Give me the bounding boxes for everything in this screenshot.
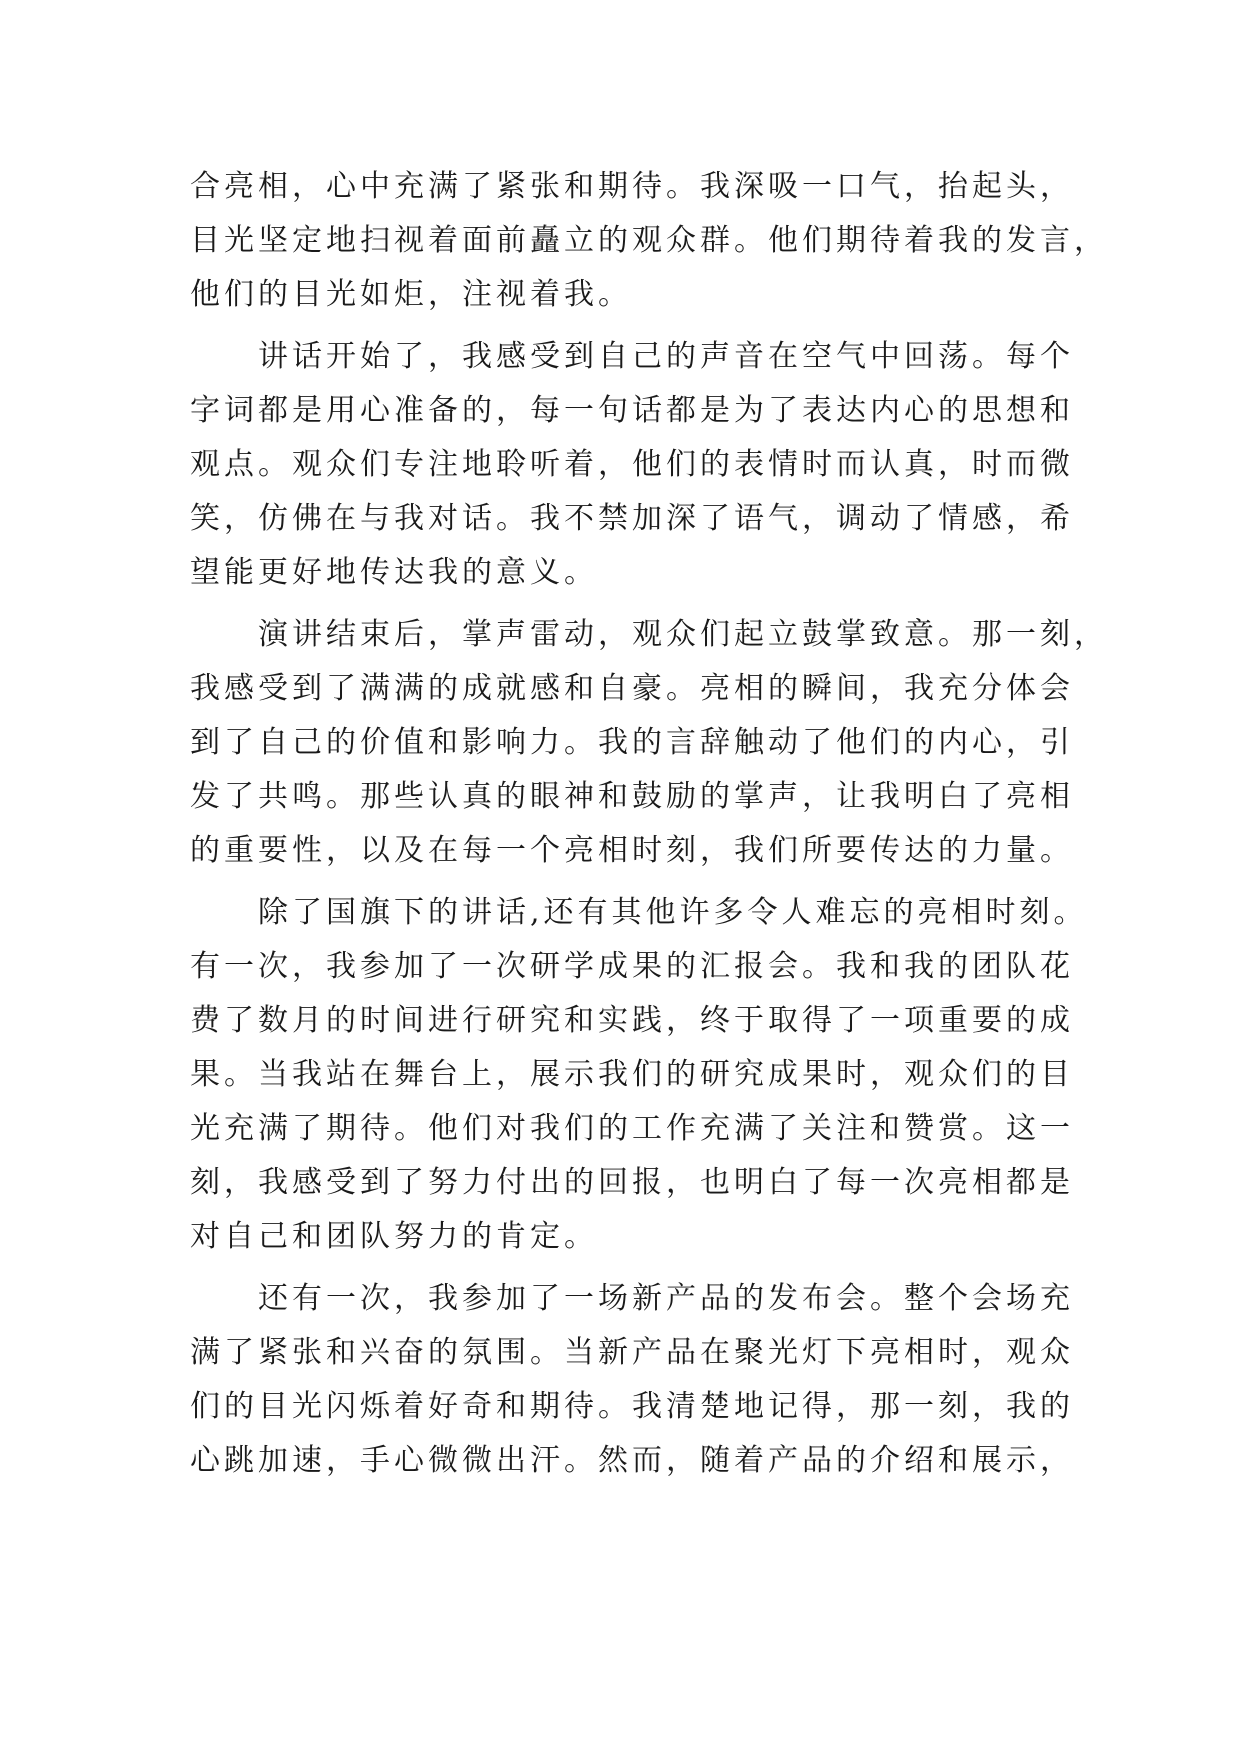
paragraph-line: 字词都是用心准备的，每一句话都是为了表达内心的思想和 [190, 393, 1074, 428]
paragraph-1 [190, 160, 1108, 322]
paragraph-line: 刻，我感受到了努力付出的回报，也明白了每一次亮相都是 [190, 1165, 1074, 1200]
paragraph-line: 望能更好地传达我的意义。 [190, 555, 598, 590]
paragraph-line: 除了国旗下的讲话,还有其他许多令人难忘的亮相时刻。 [258, 895, 1088, 930]
paragraph-line: 我感受到了满满的成就感和自豪。亮相的瞬间，我充分体会 [190, 671, 1074, 706]
paragraph-line: 光充满了期待。他们对我们的工作充满了关注和赞赏。这一 [190, 1111, 1074, 1146]
paragraph-line: 讲话开始了，我感受到自己的声音在空气中回荡。每个 [258, 339, 1074, 374]
paragraph-line: 有一次，我参加了一次研学成果的汇报会。我和我的团队花 [190, 949, 1074, 984]
paragraph-2 [190, 330, 1090, 600]
paragraph-line: 的重要性，以及在每一个亮相时刻，我们所要传达的力量。 [190, 833, 1074, 868]
paragraph-line: 满了紧张和兴奋的氛围。当新产品在聚光灯下亮相时，观众 [190, 1335, 1074, 1370]
paragraph-line: 到了自己的价值和影响力。我的言辞触动了他们的内心，引 [190, 725, 1074, 760]
paragraph-line: 他们的目光如炬，注视着我。 [190, 277, 632, 312]
document-body [190, 160, 1108, 1496]
paragraph-4 [190, 886, 1090, 1264]
paragraph-line: 观点。观众们专注地聆听着，他们的表情时而认真，时而微 [190, 447, 1074, 482]
paragraph-line: 果。当我站在舞台上，展示我们的研究成果时，观众们的目 [190, 1057, 1074, 1092]
paragraph-line: 目光坚定地扫视着面前矗立的观众群。他们期待着我的发言， [190, 223, 1108, 258]
paragraph-5 [190, 1272, 1090, 1488]
paragraph-line: 对自己和团队努力的肯定。 [190, 1219, 598, 1254]
paragraph-line: 发了共鸣。那些认真的眼神和鼓励的掌声，让我明白了亮相 [190, 779, 1074, 814]
paragraph-line: 费了数月的时间进行研究和实践，终于取得了一项重要的成 [190, 1003, 1074, 1038]
paragraph-line: 还有一次，我参加了一场新产品的发布会。整个会场充 [258, 1281, 1074, 1316]
paragraph-line: 合亮相，心中充满了紧张和期待。我深吸一口气，抬起头， [190, 169, 1074, 204]
paragraph-line: 演讲结束后，掌声雷动，观众们起立鼓掌致意。那一刻， [258, 617, 1108, 652]
paragraph-line: 心跳加速，手心微微出汗。然而，随着产品的介绍和展示， [190, 1443, 1074, 1478]
paragraph-line: 们的目光闪烁着好奇和期待。我清楚地记得，那一刻，我的 [190, 1389, 1074, 1424]
paragraph-3 [190, 608, 1108, 878]
paragraph-line: 笑，仿佛在与我对话。我不禁加深了语气，调动了情感，希 [190, 501, 1074, 536]
